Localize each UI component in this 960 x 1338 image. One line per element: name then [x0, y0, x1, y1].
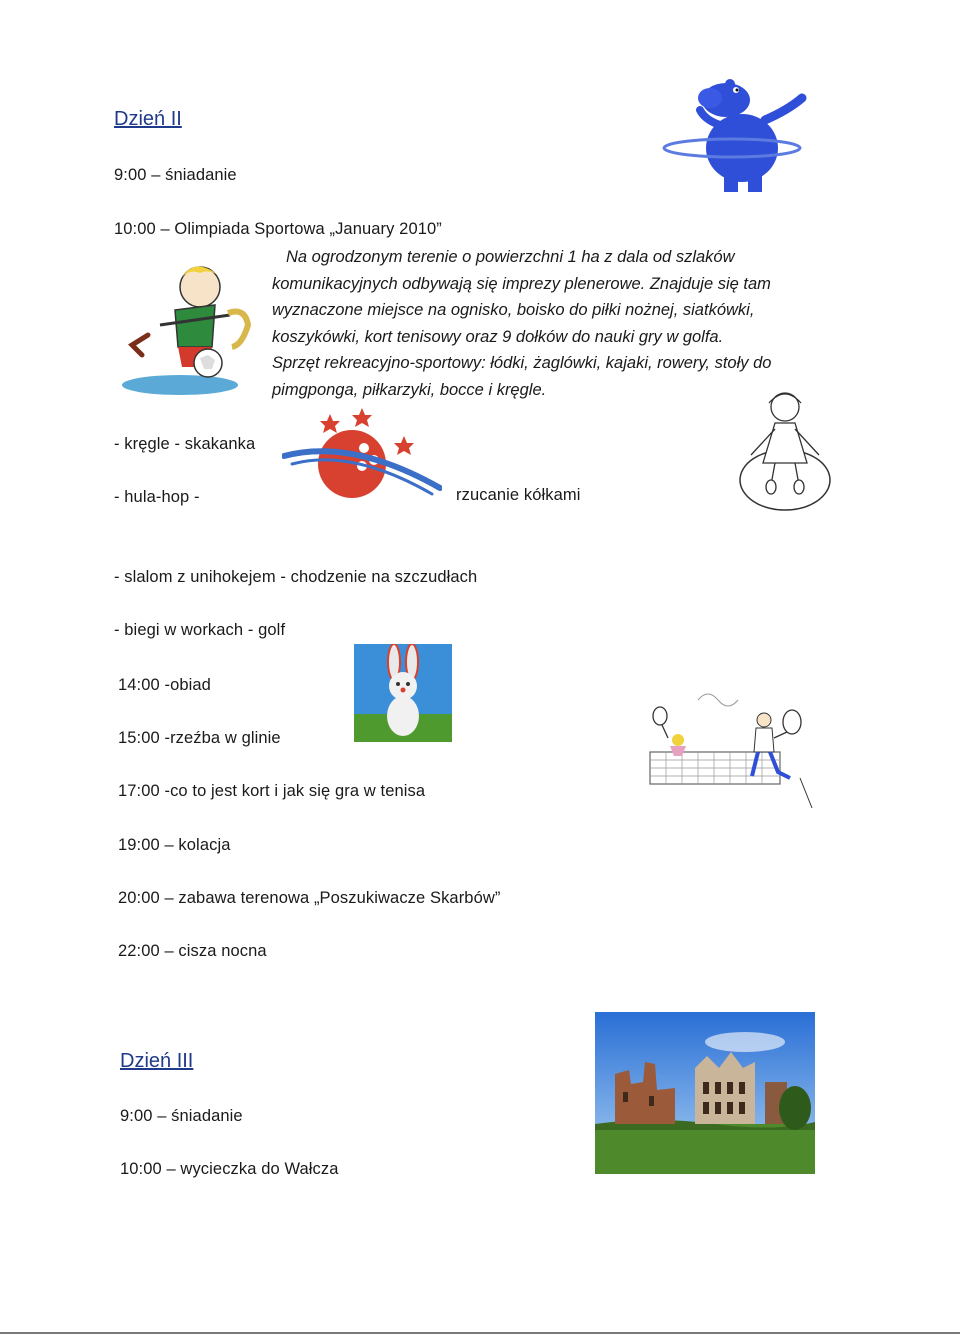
bowling-ball-icon	[282, 408, 442, 503]
schedule-item: 22:00 – cisza nocna	[118, 942, 267, 960]
schedule-item: 20:00 – zabawa terenowa „Poszukiwacze Skarbów”	[118, 889, 501, 907]
schedule-item: 17:00 -co to jest kort i jak się gra w tenisa	[118, 782, 426, 800]
description-line: Na ogrodzonym terenie o powierzchni 1 ha z dala od szlaków	[286, 248, 735, 266]
girl-skipping-rope-icon	[735, 385, 835, 515]
activity-hulahop: - hula-hop -	[114, 488, 200, 506]
description-line: koszykówki, kort tenisowy oraz 9 dołków do nauki gry w golfa.	[272, 327, 724, 346]
description-line: komunikacyjnych odbywają się imprezy plenerowe. Znajduje się tam	[272, 274, 771, 293]
olympiad-description	[272, 244, 832, 404]
schedule-item: 19:00 – kolacja	[118, 836, 231, 854]
activity-slalom: - slalom z unihokejem - chodzenie na szczudłach	[114, 568, 478, 586]
day2-breakfast: 9:00 – śniadanie	[114, 166, 237, 184]
castle-ruin-photo	[595, 1012, 815, 1174]
day3-heading: Dzień III	[120, 1050, 194, 1072]
olympiad-title: 10:00 – Olimpiada Sportowa „January 2010”	[114, 220, 442, 238]
page-bottom-edge	[0, 1332, 960, 1334]
description-line: wyznaczone miejsce na ognisko, boisko do piłki nożnej, siatkówki,	[272, 301, 755, 320]
activity-rzucanie: rzucanie kółkami	[456, 486, 581, 504]
day2-heading: Dzień II	[114, 108, 182, 130]
description-line: Sprzęt rekreacyjno-sportowy: łódki, żaglówki, kajaki, rowery, stoły do	[272, 354, 772, 373]
schedule-item: 15:00 -rzeźba w glinie	[118, 729, 281, 747]
boy-with-hockey-stick-icon	[120, 255, 255, 405]
day3-breakfast: 9:00 – śniadanie	[120, 1107, 243, 1125]
schedule-item: 14:00 -obiad	[118, 676, 211, 694]
day3-trip: 10:00 – wycieczka do Wałcza	[120, 1160, 339, 1178]
activity-biegi: - biegi w workach - golf	[114, 621, 286, 639]
tennis-players-icon	[640, 680, 820, 810]
bunny-icon	[354, 644, 452, 742]
hippo-hula-hoop-icon	[660, 70, 810, 195]
activity-kregle: - kręgle - skakanka	[114, 435, 256, 453]
description-line: pimgponga, piłkarzyki, bocce i kręgle.	[272, 380, 547, 399]
